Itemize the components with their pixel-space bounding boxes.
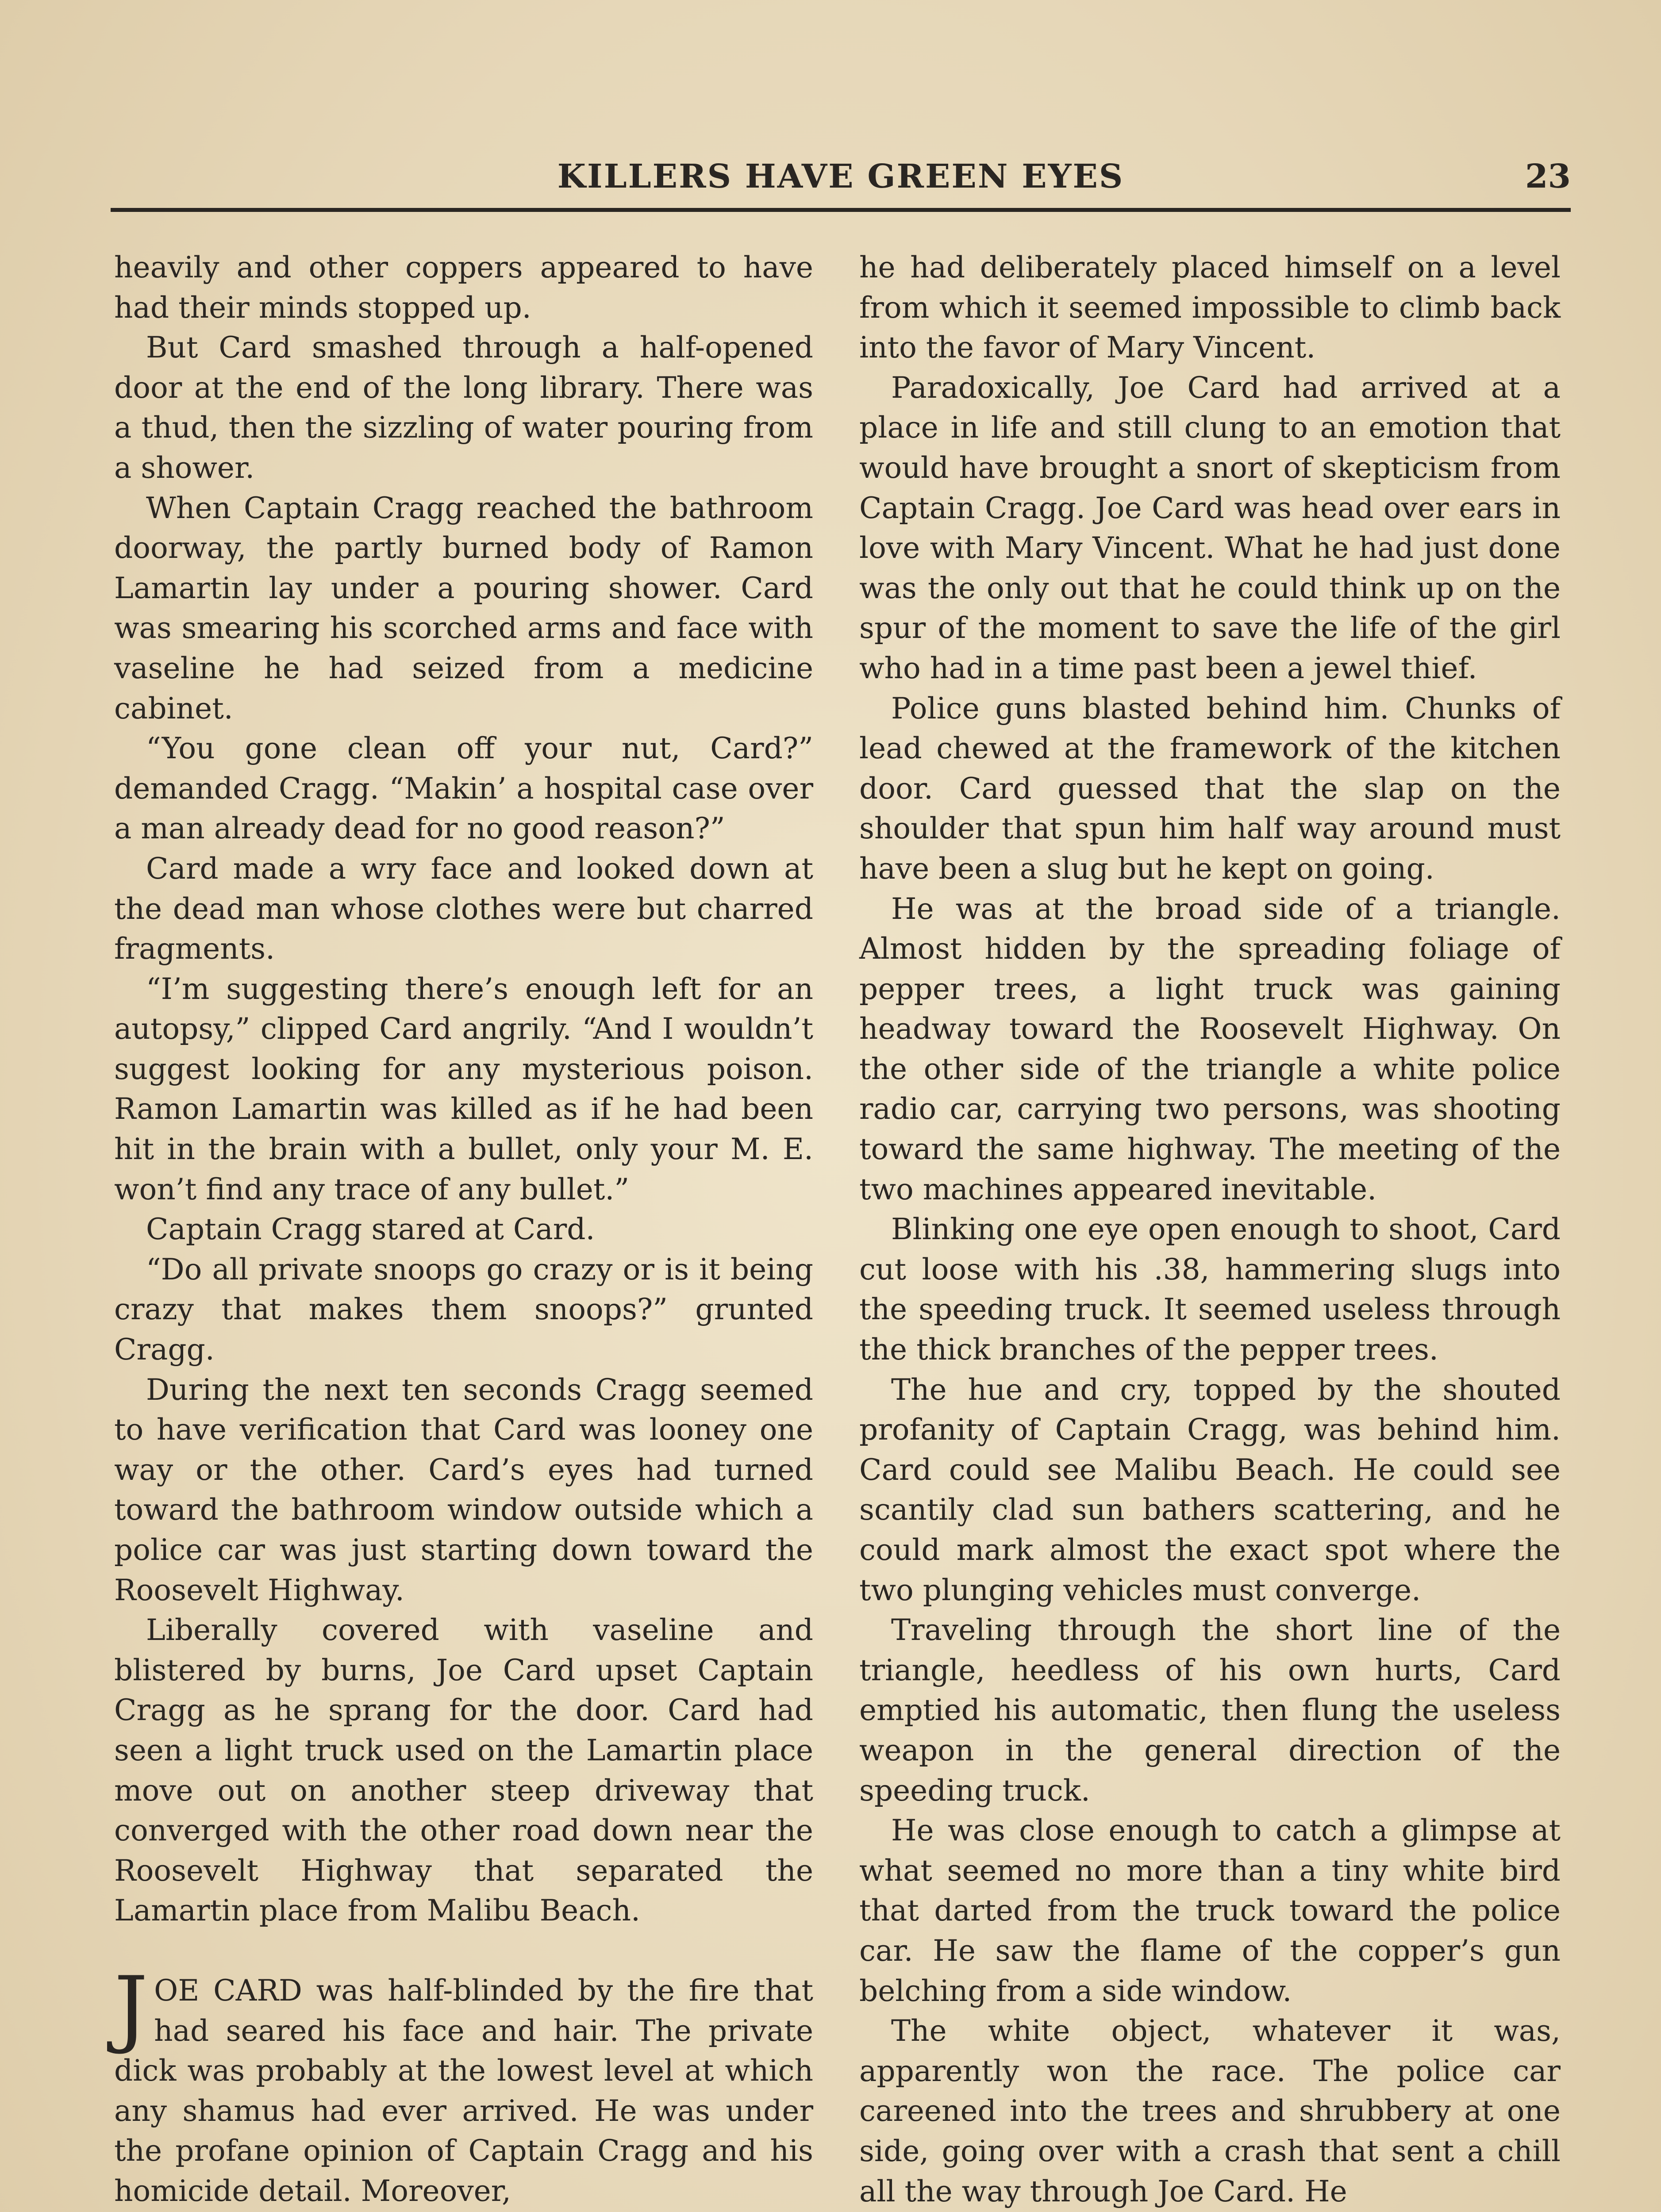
- paragraph: he had deliberately placed himself on a level from which it seemed impossible to climb back into the favor of Mary Vincent.: [859, 250, 1561, 365]
- paragraph: Captain Cragg stared at Card.: [146, 1212, 595, 1247]
- section-start-text: OE CARD was half-blinded by the fire that had seared his face and hair. The private dick was probably at the lowest level at which any shamus had ever arrived. He was under the profane opinion of Captain Cragg and his homicide detail. Moreover,: [114, 1973, 813, 2208]
- paragraph: Traveling through the short line of the triangle, heedless of his own hurts, Card emptied his automatic, then flung the useless weapon in the general direction of the speeding truck.: [859, 1613, 1561, 1808]
- paragraph: heavily and other coppers appeared to have had their minds stopped up.: [114, 250, 813, 325]
- drop-cap: J: [114, 1958, 148, 2056]
- paragraph: He was at the broad side of a triangle. Almost hidden by the spreading foliage of pepper trees, a light truck was gaining headway toward the Roosevelt Highway. On the other side of the triangle a white police radio car, carrying two persons, was shooting toward the same highway. The meeting of the two machines appeared inevitable.: [859, 891, 1561, 1206]
- paragraph: “Do all private snoops go crazy or is it being crazy that makes them snoops?” grunted Cragg.: [114, 1252, 813, 1367]
- right-column: [859, 248, 1561, 2212]
- paragraph: Blinking one eye open enough to shoot, Card cut loose with his .38, hammering slugs into the speeding truck. It seemed useless through the thick branches of the pepper trees.: [859, 1212, 1561, 1367]
- page-number: 23: [1525, 157, 1571, 196]
- left-column: [114, 248, 813, 2212]
- paragraph: Paradoxically, Joe Card had arrived at a place in life and still clung to an emotion that would have brought a snort of skepticism from Captain Cragg. Joe Card was head over ears in love with Mary Vincent. What he had just done was the only out that he could think up on the spur of the moment to save the life of the girl who had in a time past been a jewel thief.: [859, 370, 1561, 685]
- paragraph: Police guns blasted behind him. Chunks of lead chewed at the framework of the kitchen door. Card guessed that the slap on the shoulder that spun him half way around must have been a slug but he kept on going.: [859, 691, 1561, 886]
- paragraph: The white object, whatever it was, apparently won the race. The police car careened into the trees and shrubbery at one side, going over with a crash that sent a chill all the way through Joe Card. He: [859, 2014, 1561, 2208]
- section-start-paragraph: [114, 1958, 813, 2212]
- story-title: KILLERS HAVE GREEN EYES: [557, 157, 1124, 196]
- paragraph: “I’m suggesting there’s enough left for an autopsy,” clipped Card angrily. “And I wouldn’t suggest looking for any mysterious poison. Ramon Lamartin was killed as if he had been hit in the brain with a bullet, only your M. E. won’t find any trace of any bullet.”: [114, 972, 813, 1206]
- paragraph: But Card smashed through a half-opened door at the end of the long library. There was a thud, then the sizzling of water pouring from a shower.: [114, 330, 813, 485]
- paragraph: “You gone clean off your nut, Card?” demanded Cragg. “Makin’ a hospital case over a man already dead for no good reason?”: [114, 731, 813, 846]
- paragraph: Liberally covered with vaseline and blistered by burns, Joe Card upset Captain Cragg as he sprang for the door. Card had seen a light truck used on the Lamartin place move out on another steep driveway that converged with the other road down near the Roosevelt Highway that separated the Lamartin place from Malibu Beach.: [114, 1613, 813, 1928]
- header-rule: [111, 208, 1571, 212]
- paragraph: When Captain Cragg reached the bathroom doorway, the partly burned body of Ramon Lamartin lay under a pouring shower. Card was smearing his scorched arms and face with vaseline he had seized from a medicine cabinet.: [114, 491, 813, 726]
- paragraph: The hue and cry, topped by the shouted profanity of Captain Cragg, was behind him. Card could see Malibu Beach. He could see scantily clad sun bathers scattering, and he could mark almost the exact spot where the two plunging vehicles must converge.: [859, 1372, 1561, 1607]
- paragraph: He was close enough to catch a glimpse at what seemed no more than a tiny white bird that darted from the truck toward the police car. He saw the flame of the copper’s gun belching from a side window.: [859, 1813, 1561, 2008]
- paragraph: Card made a wry face and looked down at the dead man whose clothes were but charred fragments.: [114, 851, 813, 966]
- running-header: [111, 155, 1571, 204]
- paragraph: During the next ten seconds Cragg seemed to have verification that Card was looney one way or the other. Card’s eyes had turned toward the bathroom window outside which a police car was just starting down toward the Roosevelt Highway.: [114, 1372, 813, 1607]
